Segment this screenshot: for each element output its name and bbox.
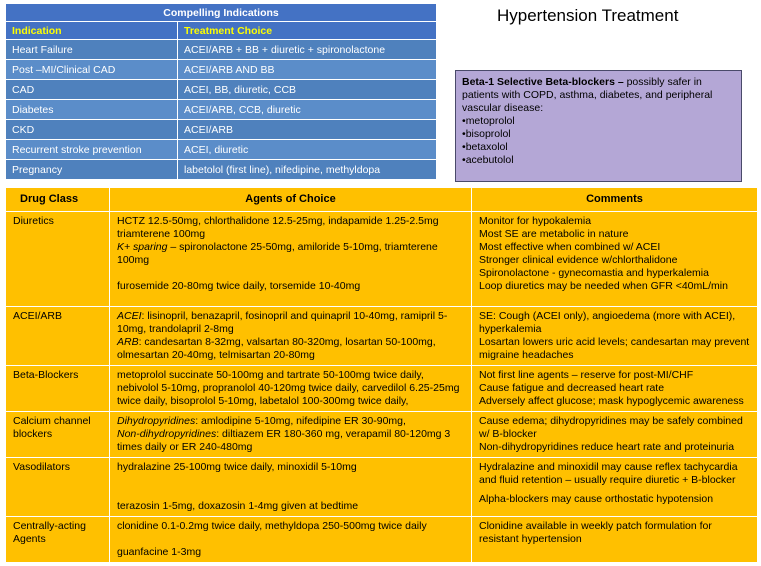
header-drug-class: Drug Class bbox=[6, 188, 110, 212]
drug-class-table bbox=[5, 187, 758, 563]
ci-treatment: ACEI, BB, diuretic, CCB bbox=[178, 80, 437, 100]
comments-cell: Clonidine available in weekly patch formulation for resistant hypertension bbox=[472, 517, 758, 563]
table-row bbox=[6, 366, 758, 412]
compelling-indications-table bbox=[5, 3, 437, 180]
drug-header-row bbox=[6, 188, 758, 212]
agents-line: ARB: candesartan 8-32mg, valsartan 80-320mg, losartan 50-100mg, olmesartan 20-40mg, telmisartan 20-80mg bbox=[117, 336, 436, 361]
agents-line: furosemide 20-80mg twice daily, torsemide 10-40mg bbox=[117, 280, 361, 292]
drug-class-cell: Calcium channel blockers bbox=[6, 412, 110, 458]
table-row bbox=[6, 212, 758, 307]
drug-class-cell: Beta-Blockers bbox=[6, 366, 110, 412]
comments-cell: Hydralazine and minoxidil may cause reflex tachycardia and fluid retention – usually require diuretic + B-blocker Alpha-blockers may cause orthostatic hypotension bbox=[472, 458, 758, 517]
ci-treatment: labetolol (first line), nifedipine, methyldopa bbox=[178, 160, 437, 180]
ci-treatment: ACEI/ARB bbox=[178, 120, 437, 140]
ci-title-row bbox=[6, 4, 437, 22]
list-item: • bisoprolol bbox=[462, 128, 735, 141]
agents-line: Dihydropyridines: amlodipine 5-10mg, nifedipine ER 30-90mg, bbox=[117, 415, 406, 427]
table-row bbox=[6, 458, 758, 517]
drug-class-cell: Centrally-acting Agents bbox=[6, 517, 110, 563]
table-row bbox=[6, 40, 437, 60]
ci-treatment: ACEI/ARB + BB + diuretic + spironolactone bbox=[178, 40, 437, 60]
drug-class-cell: Diuretics bbox=[6, 212, 110, 307]
table-row bbox=[6, 412, 758, 458]
comments-cell: Monitor for hypokalemia Most SE are metabolic in nature Most effective when combined w/ ACEI Stronger clinical evidence w/chlorthalidone Spironolactone - gynecomastia and hyperkalemia Loop diuretics may be needed when GFR <40mL/min bbox=[472, 212, 758, 307]
table-row bbox=[6, 80, 437, 100]
table-row bbox=[6, 60, 437, 80]
beta-blocker-callout bbox=[455, 70, 742, 182]
agents-line: HCTZ 12.5-50mg, chlorthalidone 12.5-25mg, indapamide 1.25-2.5mg triamterene 100mg bbox=[117, 215, 439, 240]
comments-cell: Cause edema; dihydropyridines may be safely combined w/ B-blocker Non-dihydropyridines reduce heart rate and proteinuria bbox=[472, 412, 758, 458]
ci-indication: Post –MI/Clinical CAD bbox=[6, 60, 178, 80]
agents-line: guanfacine 1-3mg bbox=[117, 546, 202, 558]
ci-indication: CKD bbox=[6, 120, 178, 140]
drug-class-cell: ACEI/ARB bbox=[6, 307, 110, 366]
table-row bbox=[6, 100, 437, 120]
agents-cell bbox=[110, 366, 472, 412]
table-row bbox=[6, 517, 758, 563]
table-row bbox=[6, 160, 437, 180]
header-comments: Comments bbox=[472, 188, 758, 212]
ci-treatment: ACEI/ARB AND BB bbox=[178, 60, 437, 80]
ci-indication: Diabetes bbox=[6, 100, 178, 120]
ci-title: Compelling Indications bbox=[6, 4, 437, 22]
list-item: • betaxolol bbox=[462, 141, 735, 154]
agents-line: clonidine 0.1-0.2mg twice daily, methyldopa 250-500mg twice daily bbox=[117, 520, 427, 532]
page-title: Hypertension Treatment bbox=[497, 6, 679, 25]
agents-line: hydralazine 25-100mg twice daily, minoxidil 5-10mg bbox=[117, 461, 357, 473]
agents-line: metoprolol succinate 50-100mg and tartrate 50-100mg twice daily, nebivolol 5-10mg, propranolol 40-120mg twice daily, carvedilol 6.25-25mg twice daily, bisoprolol 5-10mg, labetalol 100-300mg twice daily, bbox=[117, 369, 460, 407]
table-row bbox=[6, 140, 437, 160]
callout-lead: Beta-1 Selective Beta-blockers – bbox=[462, 76, 624, 88]
ci-indication: Heart Failure bbox=[6, 40, 178, 60]
callout-body: possibly safer in patients with COPD, asthma, diabetes, and peripheral vascular disease: bbox=[462, 76, 713, 114]
ci-indication: Pregnancy bbox=[6, 160, 178, 180]
ci-indication: CAD bbox=[6, 80, 178, 100]
ci-header-indication: Indication bbox=[6, 22, 178, 40]
ci-header-row bbox=[6, 22, 437, 40]
callout-text bbox=[462, 76, 735, 115]
list-item: • metoprolol bbox=[462, 115, 735, 128]
agents-line: K+ sparing – spironolactone 25-50mg, amiloride 5-10mg, triamterene 100mg bbox=[117, 241, 438, 266]
agents-cell bbox=[110, 458, 472, 517]
ci-treatment: ACEI, diuretic bbox=[178, 140, 437, 160]
comments-cell: SE: Cough (ACEI only), angioedema (more with ACEI), hyperkalemia Losartan lowers uric acid levels; candesartan may prevent migraine headaches bbox=[472, 307, 758, 366]
ci-indication: Recurrent stroke prevention bbox=[6, 140, 178, 160]
agents-cell bbox=[110, 307, 472, 366]
comments-cell: Not first line agents – reserve for post-MI/CHF Cause fatigue and decreased heart rate Adversely affect glucose; mask hypoglycemic awareness bbox=[472, 366, 758, 412]
agents-line: ACEI: lisinopril, benazapril, fosinopril and quinapril 10-40mg, ramipril 5-10mg, trandolapril 2-8mg bbox=[117, 310, 448, 335]
table-row bbox=[6, 120, 437, 140]
ci-treatment: ACEI/ARB, CCB, diuretic bbox=[178, 100, 437, 120]
callout-list bbox=[462, 115, 735, 167]
header-agents: Agents of Choice bbox=[110, 188, 472, 212]
agents-cell bbox=[110, 212, 472, 307]
agents-cell bbox=[110, 517, 472, 563]
agents-line: terazosin 1-5mg, doxazosin 1-4mg given at bedtime bbox=[117, 500, 359, 512]
ci-header-treatment: Treatment Choice bbox=[178, 22, 437, 40]
list-item: • acebutolol bbox=[462, 154, 735, 167]
table-row bbox=[6, 307, 758, 366]
agents-cell bbox=[110, 412, 472, 458]
agents-line: Non-dihydropyridines: diltiazem ER 180-360 mg, verapamil 80-120mg 3 times daily or ER 240-480mg bbox=[117, 428, 451, 453]
drug-class-cell: Vasodilators bbox=[6, 458, 110, 517]
